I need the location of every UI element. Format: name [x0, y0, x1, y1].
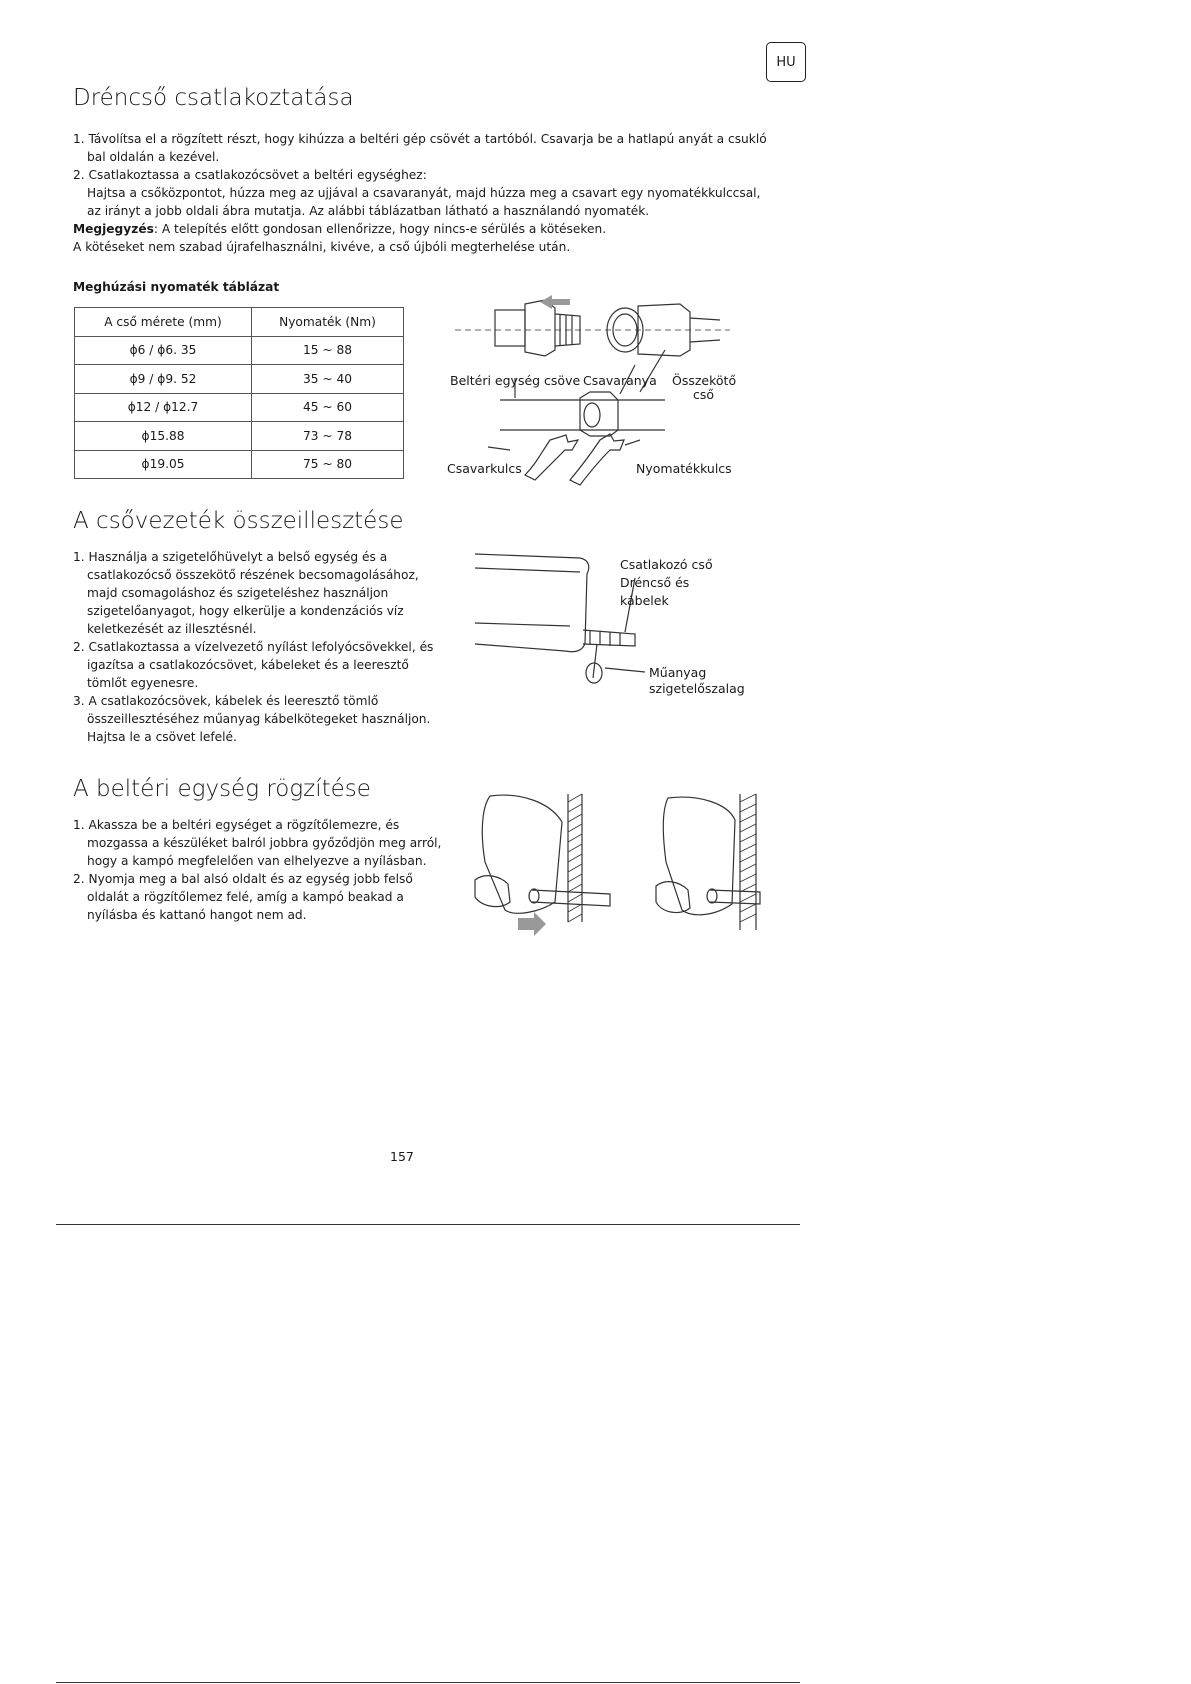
move-right-arrow-icon: [518, 912, 546, 936]
page-divider: [56, 1224, 800, 1225]
table-row: [75, 393, 404, 422]
label-nut: Csavaranya: [583, 373, 657, 388]
mounting-figure: [470, 792, 770, 942]
section1-item-2: 2. Csatlakoztassa a csatlakozócsövet a beltéri egységhez:: [73, 168, 427, 182]
table-cell-torque: 35 ~ 40: [252, 365, 404, 394]
indoor-unit-right-drawing: [663, 797, 735, 915]
section1-item-2-detail: Hajtsa a csőközpontot, húzza meg az ujjával a csavaranyát, majd húzza meg a csavart egy nyomatékkulccsal, az irányt a jobb oldali ábra mutatja. Az alábbi táblázatban látható a használandó nyomaték.: [87, 186, 761, 218]
section1-item-1: 1. Távolítsa el a rögzített részt, hogy kihúzza a beltéri gép csövét a tartóból. Csavarja be a hatlapú anyát a csukló bal oldalán a kezével.: [73, 132, 767, 164]
label-indoor-pipe: Beltéri egység csöve: [450, 373, 581, 388]
page-number: 157: [390, 1149, 414, 1164]
section-title-indoor-unit-mounting: A beltéri egység rögzítése: [73, 776, 371, 802]
torque-table: [74, 307, 404, 479]
direction-arrow-icon: [540, 295, 570, 309]
section2-body: [73, 548, 443, 746]
note-text: : A telepítés előtt gondosan ellenőrizze, hogy nincs-e sérülés a kötéseken.: [153, 222, 607, 236]
table-row: [75, 336, 404, 365]
table-row: [75, 422, 404, 451]
section3-body: [73, 816, 443, 924]
label-torque-wrench: Nyomatékkulcs: [636, 461, 732, 476]
table-row: [75, 450, 404, 479]
section3-item-1: 1. Akassza be a beltéri egységet a rögzítőlemezre, és mozgassa a készüléket balról jobbra győződjön meg arról, hogy a kampó megfelelően van elhelyezve a nyílásban.: [73, 818, 442, 868]
table-cell-torque: 15 ~ 88: [252, 336, 404, 365]
reuse-text: A kötéseket nem szabad újrafelhasználni, kivéve, a cső újbóli megterhelése után.: [73, 240, 571, 254]
table-cell-size: ϕ15.88: [75, 422, 252, 451]
table-cell-size: ϕ9 / ϕ9. 52: [75, 365, 252, 394]
label-connecting-pipe: Csatlakozó cső: [620, 557, 713, 572]
section1-body: [73, 130, 773, 256]
torque-table-title: Meghúzási nyomaték táblázat: [73, 280, 280, 294]
section-title-pipe-assembly: A csővezeték összeillesztése: [73, 508, 404, 534]
table-cell-torque: 75 ~ 80: [252, 450, 404, 479]
table-header-row: [75, 308, 404, 337]
table-row: [75, 365, 404, 394]
section3-list: [73, 816, 443, 924]
table-cell-torque: 73 ~ 78: [252, 422, 404, 451]
section2-item-1: 1. Használja a szigetelőhüvelyt a belső egység és a csatlakozócső összekötő részének becsomagolásához, majd csomagoláshoz és szigeteléshez használjon szigetelőanyagot, hogy elkerülje a kondenzációs víz keletkezését az illesztésnél.: [73, 550, 419, 636]
section1-list: [73, 130, 773, 184]
label-plastic: Műanyag: [649, 665, 707, 680]
section2-item-2: 2. Csatlakoztassa a vízelvezető nyílást lefolyócsövekkel, és igazítsa a csatlakozócsövet, kábeleket és a leeresztő tömlőt egyenesre.: [73, 640, 434, 690]
table-cell-size: ϕ6 / ϕ6. 35: [75, 336, 252, 365]
language-badge: HU: [766, 42, 806, 82]
section2-list: [73, 548, 443, 746]
label-cables: kábelek: [620, 593, 669, 608]
hand-right-drawing: [656, 882, 690, 913]
note-label: Megjegyzés: [73, 222, 154, 236]
wrapped-pipe-drawing: [583, 630, 635, 646]
note-paragraph: [73, 220, 773, 238]
table-cell-size: ϕ12 / ϕ12.7: [75, 393, 252, 422]
table-header-pipe-size: A cső mérete (mm): [75, 308, 252, 337]
section2-item-3: 3. A csatlakozócsövek, kábelek és leeresztő tömlő összeillesztéséhez műanyag kábelkötegeket használjon. Hajtsa le a csövet lefelé.: [73, 694, 431, 744]
label-insulation-tape: szigetelőszalag: [649, 681, 745, 696]
label-connecting-pipe-1: Összekötő: [672, 373, 737, 388]
section3-item-2: 2. Nyomja meg a bal alsó oldalt és az egység jobb felső oldalát a rögzítőlemez felé, amíg a kampó beakad a nyílásba és kattanó hangot nem ad.: [73, 872, 413, 922]
table-cell-size: ϕ19.05: [75, 450, 252, 479]
torque-wrench-drawing: [570, 434, 624, 485]
pipe-left-drawing: [532, 890, 610, 906]
indoor-unit-left-drawing: [482, 795, 562, 913]
bottom-divider: [56, 1682, 800, 1683]
table-cell-torque: 45 ~ 60: [252, 393, 404, 422]
wrench-drawing: [525, 435, 578, 480]
label-wrench: Csavarkulcs: [447, 461, 522, 476]
hex-nut-drawing: [525, 300, 555, 356]
label-connecting-pipe-2: cső: [693, 387, 715, 402]
label-drain-pipe: Dréncső és: [620, 575, 690, 590]
indoor-pipe-drawing: [495, 310, 525, 346]
table-header-torque: Nyomaték (Nm): [252, 308, 404, 337]
section-title-drain-pipe: Dréncső csatlakoztatása: [73, 85, 354, 111]
